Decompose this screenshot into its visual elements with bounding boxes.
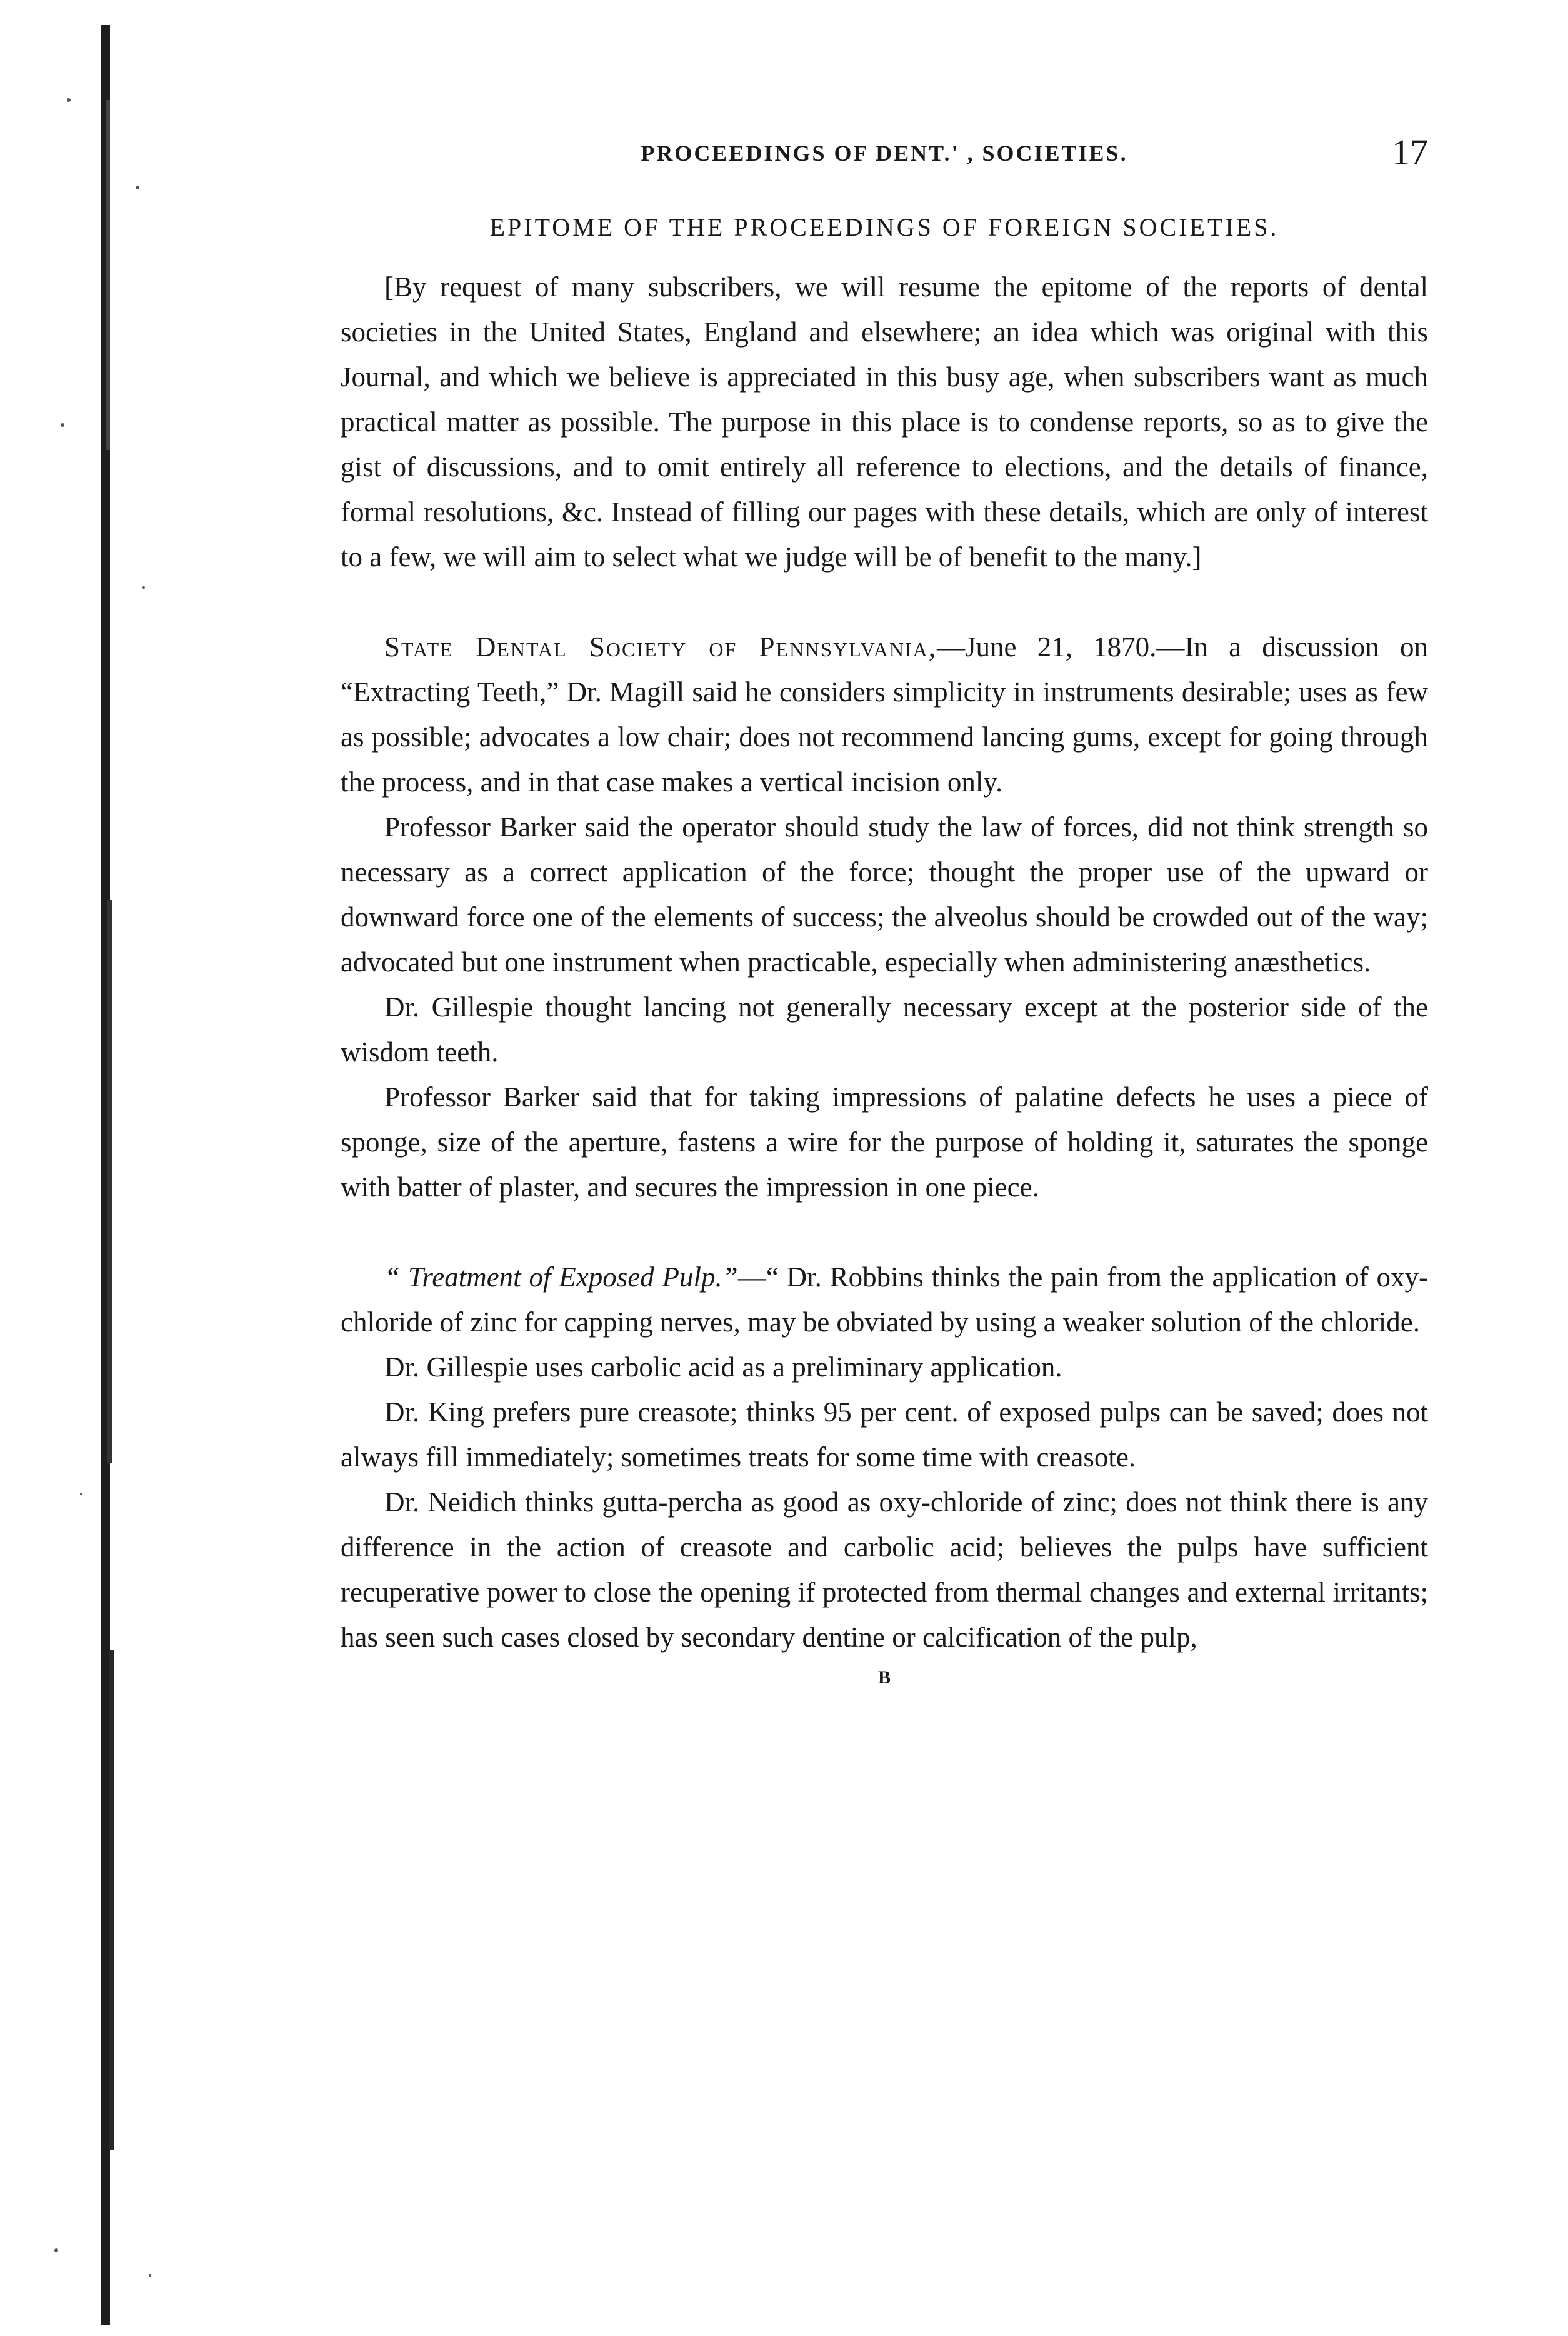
exposed-pulp-paragraph	[341, 1255, 1428, 1345]
gillespie-carbolic-paragraph: Dr. Gillespie uses carbolic acid as a preliminary application.	[384, 1351, 1062, 1383]
exposed-pulp-topic: “ Treatment of Exposed Pulp.”	[384, 1261, 738, 1293]
running-title: PROCEEDINGS OF DENT.' , SOCIETIES.	[641, 141, 1128, 166]
signature-mark: B	[877, 1667, 891, 1688]
binding-edge-scan-artifact	[44, 25, 169, 2325]
section-title: EPITOME OF THE PROCEEDINGS OF FOREIGN SOCIETIES.	[489, 213, 1279, 241]
running-header	[341, 131, 1428, 181]
gillespie-lancing-paragraph: Dr. Gillespie thought lancing not generally necessary except at the posterior side of the wisdom teeth.	[341, 991, 1428, 1068]
barker-impressions-paragraph: Professor Barker said that for taking impressions of palatine defects he uses a piece of sponge, size of the aperture, fastens a wire for the purpose of holding it, saturates the sponge with batter of plaster, and secures the impression in one piece.	[341, 1081, 1428, 1203]
barker-forces-paragraph: Professor Barker said the operator should study the law of forces, did not think strength so necessary as a correct application of the force; thought the proper use of the upward or downward force one of the elements of success; the alveolus should be crowded out of the way; advocated but one instrument when practicable, especially when administering anæsthetics.	[341, 811, 1428, 978]
neidich-paragraph: Dr. Neidich thinks gutta-percha as good as oxy-chloride of zinc; does not think there is any difference in the action of creasote and carbolic acid; believes the pulps have sufficient recuperative power to close the opening if protected from thermal changes and external irritants; has seen such cases closed by secondary dentine or calcification of the pulp,	[341, 1486, 1428, 1653]
society-report-paragraph	[341, 624, 1428, 805]
king-creasote-paragraph: Dr. King prefers pure creasote; thinks 95 per cent. of exposed pulps can be saved; does not always fill immediately; sometimes treats for some time with creasote.	[341, 1396, 1428, 1473]
book-page	[341, 131, 1428, 1688]
editorial-intro-paragraph: [By request of many subscribers, we will resume the epitome of the reports of dental societies in the United States, England and elsewhere; an idea which was original with this Journal, and which we believe is appreciated in this busy age, when subscribers want as much practical matter as possible. The purpose in this place is to condense reports, so as to give the gist of discussions, and to omit entirely all reference to elections, and the details of finance, formal resolutions, &c. Instead of filling our pages with these details, which are only of interest to a few, we will aim to select what we judge will be of benefit to the many.]	[341, 271, 1428, 573]
society-report-text: In a discussion on “Extracting Teeth,” Dr. Magill said he considers simplicity in instruments desirable; uses as few as possible; advocates a low chair; does not recommend lancing gums, except for going through the process, and in that case makes a vertical incision only.	[341, 631, 1428, 798]
society-name: State Dental Society of Pennsylvania,	[384, 631, 937, 663]
robbins-text: —“ Dr. Robbins thinks the pain from the application of oxy-chloride of zinc for capping nerves, may be obviated by using a weaker solution of the chloride.	[341, 1261, 1429, 1338]
society-date: —June 21, 1870.—	[937, 631, 1185, 663]
page-number: 17	[1392, 132, 1428, 173]
